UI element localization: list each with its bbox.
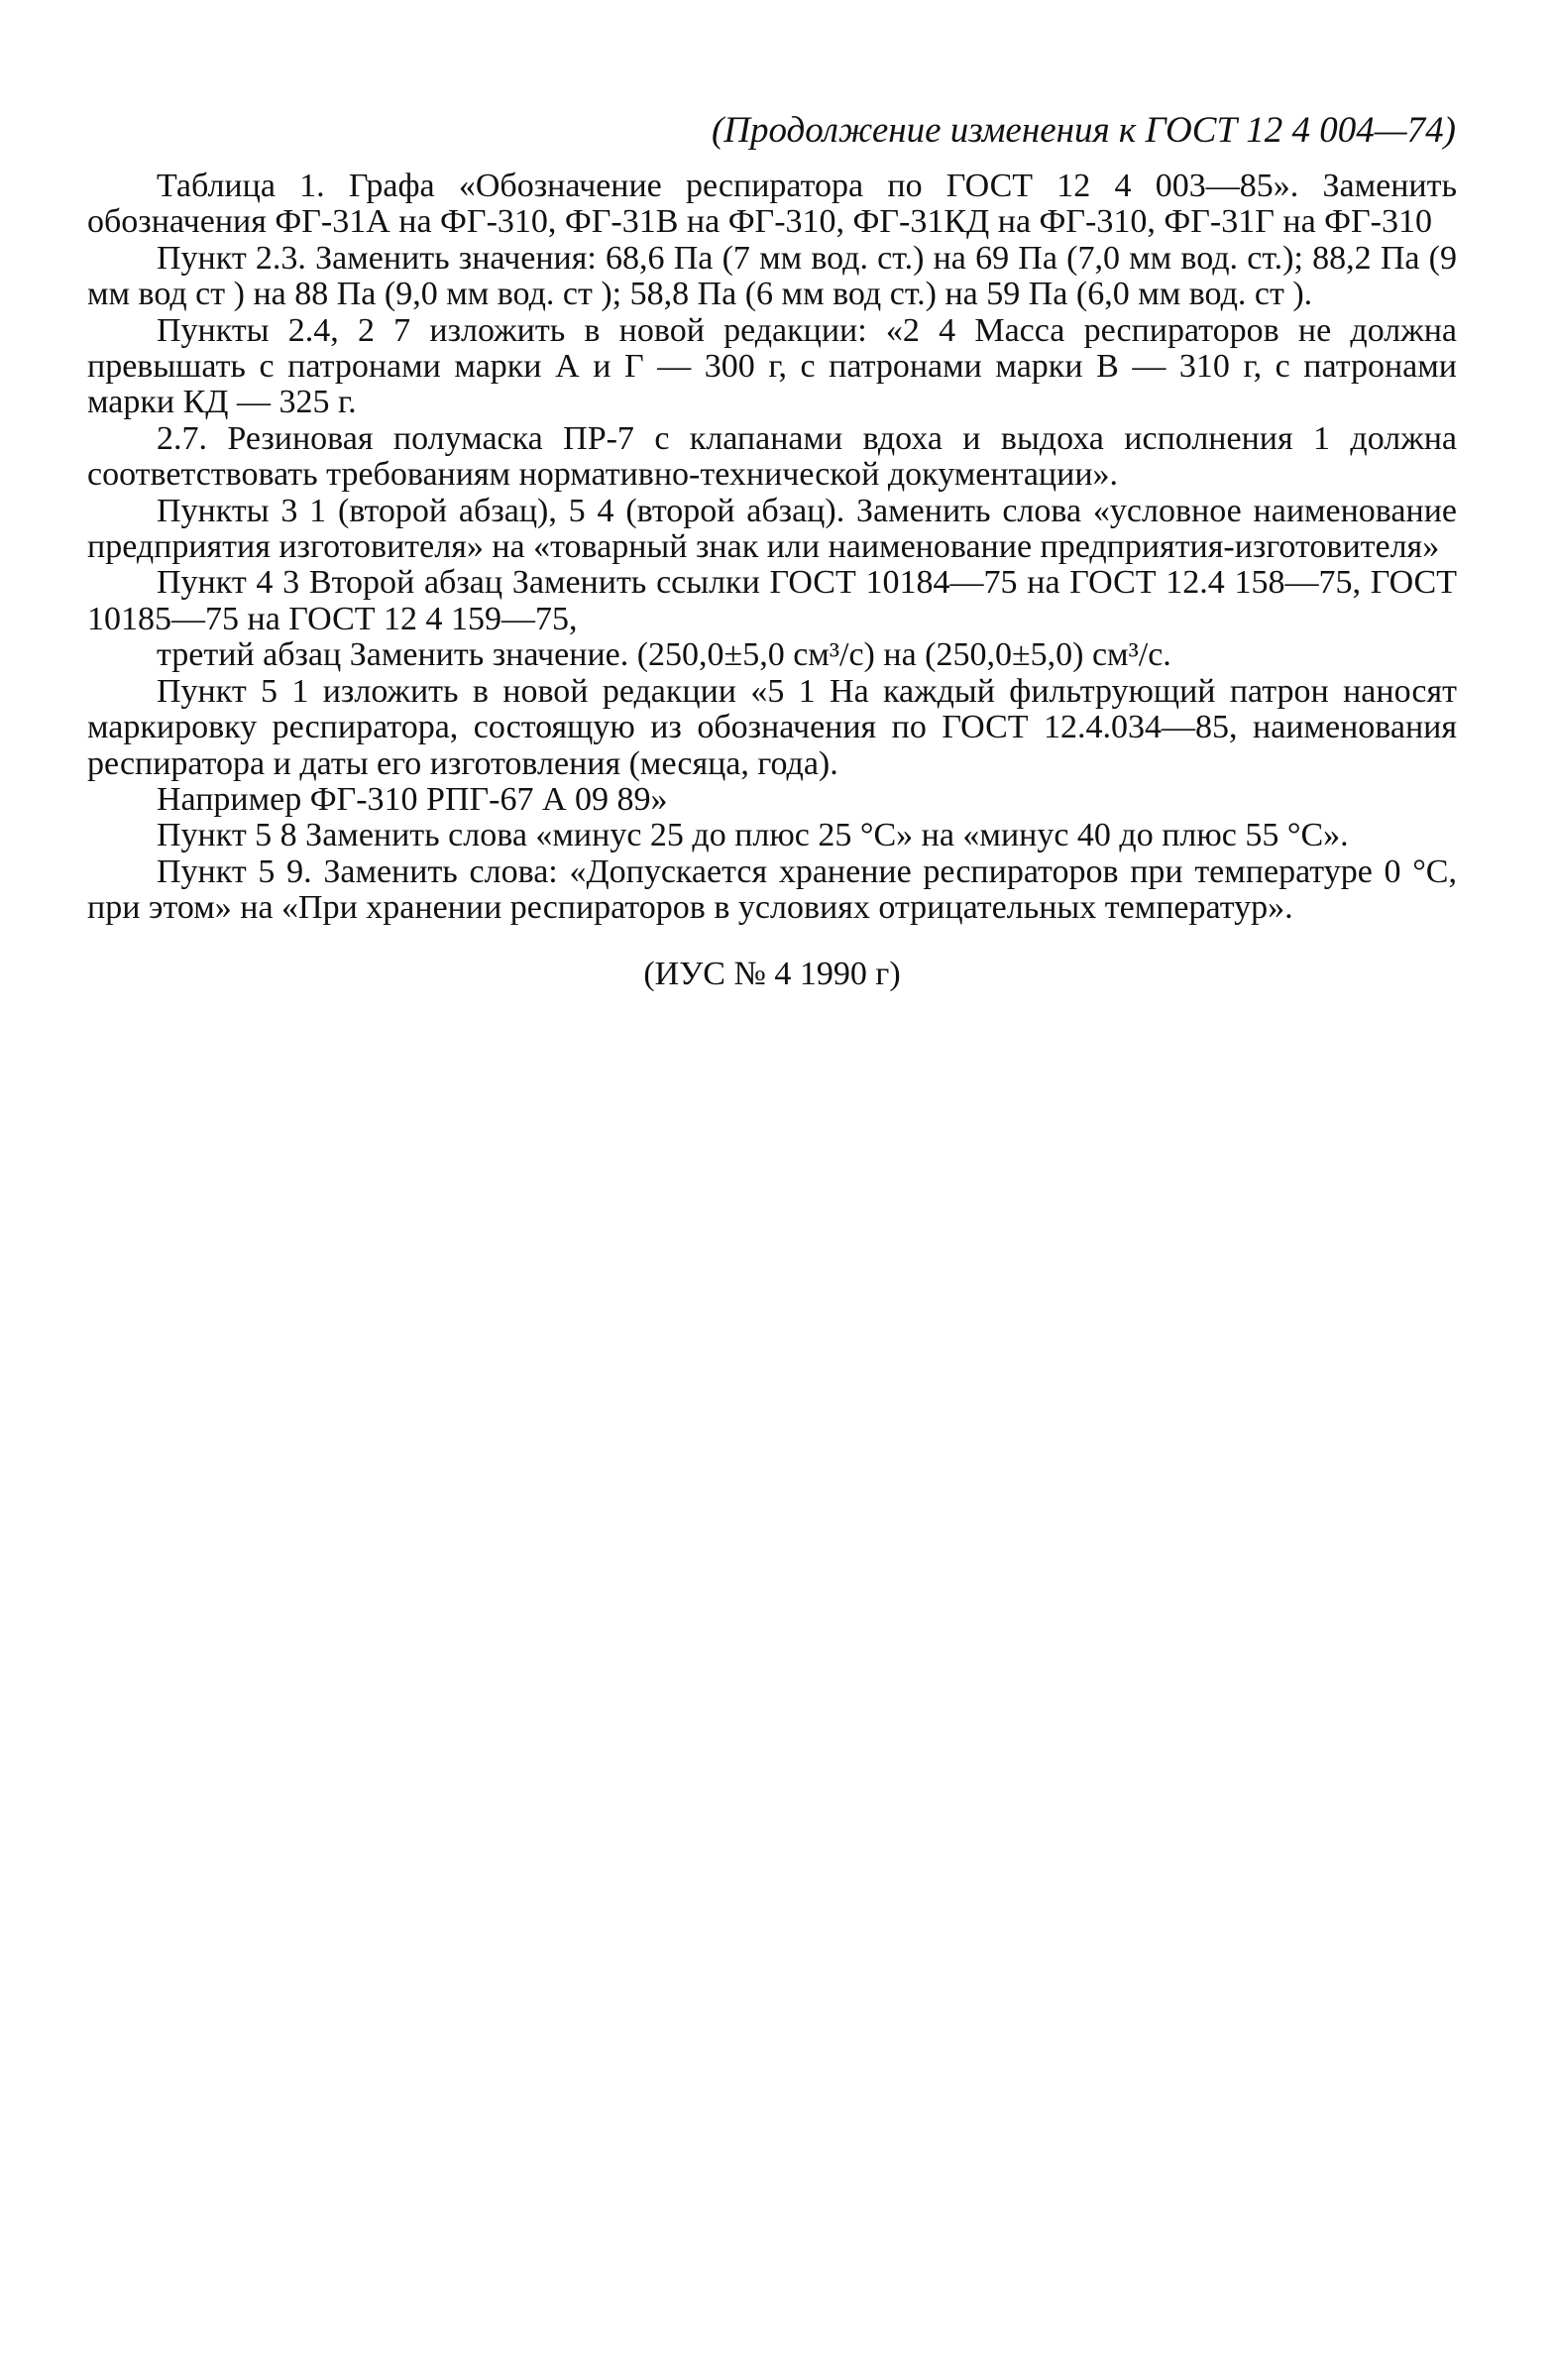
paragraph-item-4-3: Пункт 4 3 Второй абзац Заменить ссылки ГОСТ 10184—75 на ГОСТ 12.4 158—75, ГОСТ 10185—75 на ГОСТ 12 4 159—75, — [87, 564, 1457, 637]
paragraph-item-5-8: Пункт 5 8 Заменить слова «минус 25 до плюс 25 °С» на «минус 40 до плюс 55 °С». — [157, 817, 1349, 854]
page-header: (Продолжение изменения к ГОСТ 12 4 004—74) — [711, 110, 1456, 151]
publication-reference: (ИУС № 4 1990 г) — [643, 955, 901, 992]
paragraph-items-3-1-5-4: Пункты 3 1 (второй абзац), 5 4 (второй абзац). Заменить слова «условное наименование предприятия изготовителя» на «товарный знак или наименование предприятия-изготовителя» — [87, 492, 1457, 566]
paragraph-item-2-3: Пункт 2.3. Заменить значения: 68,6 Па (7 мм вод. ст.) на 69 Па (7,0 мм вод. ст.); 88,2 Па (9 мм вод ст ) на 88 Па (9,0 мм вод. ст ); 58,8 Па (6 мм вод ст.) на 59 Па (6,0 мм вод. ст ). — [87, 239, 1457, 313]
paragraph-item-2-7-text: 2.7. Резиновая полумаска ПР-7 с клапанами вдоха и выдоха исполнения 1 должна соответствовать требованиям нормативно-технической документации». — [87, 419, 1457, 494]
paragraph-table-1: Таблица 1. Графа «Обозначение респиратора по ГОСТ 12 4 003—85». Заменить обозначения ФГ-31А на ФГ-310, ФГ-31В на ФГ-310, ФГ-31КД на ФГ-310, ФГ-31Г на ФГ-310 — [87, 168, 1457, 241]
paragraph-example: Например ФГ-310 РПГ-67 А 09 89» — [157, 780, 668, 818]
paragraph-item-5-1: Пункт 5 1 изложить в новой редакции «5 1 На каждый фильтрующий патрон наносят маркировку респиратора, состоящую из обозначения по ГОСТ 12.4.034—85, наименования респиратора и даты его изготовления (месяца, года). — [87, 672, 1457, 782]
paragraph-item-5-9: Пункт 5 9. Заменить слова: «Допускается хранение респираторов при температуре 0 °С, при этом» на «При хранении респираторов в условиях отрицательных температур». — [87, 852, 1457, 927]
paragraph-items-2-4-2-7: Пункты 2.4, 2 7 изложить в новой редакции: «2 4 Масса респираторов не должна превышать с патронами марки А и Г — 300 г, с патронами марки В — 310 г, с патронами марки КД — 325 г. — [87, 311, 1457, 421]
document-body — [87, 169, 1457, 994]
paragraph-third-abzac: третий абзац Заменить значение. (250,0±5,0 см³/с) на (250,0±5,0) см³/с. — [157, 636, 1171, 674]
